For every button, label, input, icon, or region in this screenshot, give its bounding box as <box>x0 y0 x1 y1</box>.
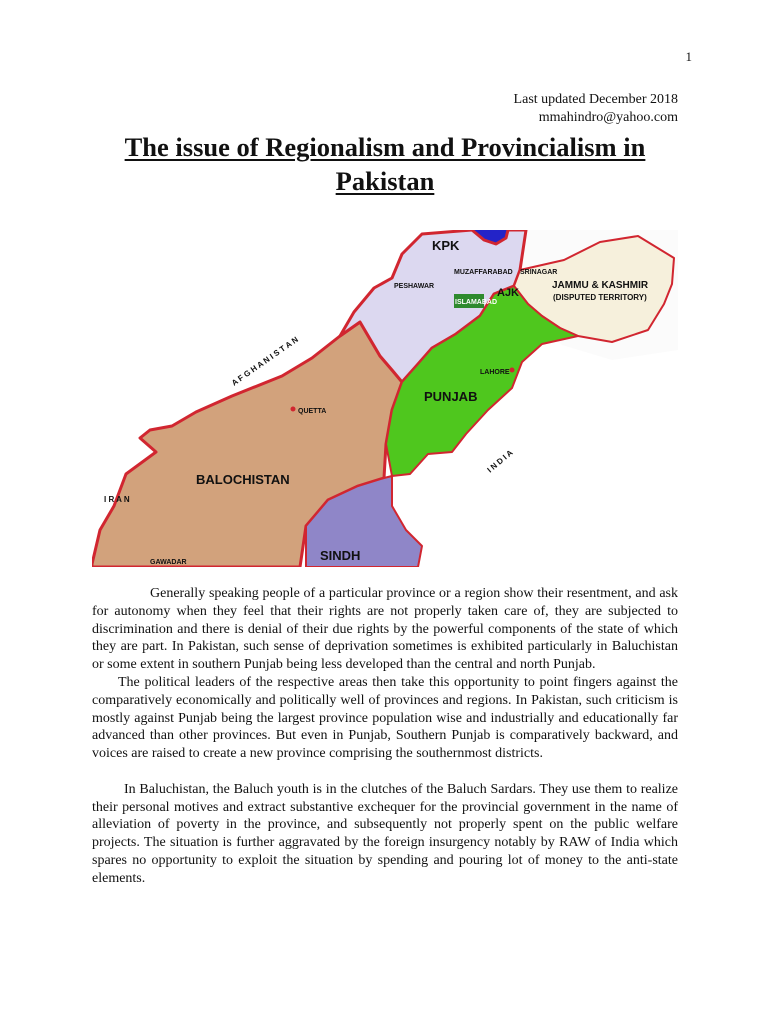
article-body <box>92 585 678 888</box>
label-peshawar: PESHAWAR <box>394 283 435 290</box>
label-disputed-territory: (DISPUTED TERRITORY) <box>553 293 647 302</box>
page-number: 1 <box>685 49 692 64</box>
document-meta <box>514 91 678 127</box>
paragraph: Generally speaking people of a particular province or a region show their resentment, and ask for autonomy when they feel that their rights are not properly taken care of, they are subjected to discrimination and there is denial of their due rights by the powerful components of the state of which they are part. In Pakistan, such sense of deprivation sometimes is exhibited particularly in Baluchistan or some extent in southern Punjab being less developed than the central and north Punjab. <box>92 586 678 673</box>
paragraph: In Baluchistan, the Baluch youth is in the clutches of the Baluch Sardars. They use them to realize their personal motives and extract substantive exchequer for the provincial government in the name of alleviation of poverty in the province, and subsequently not properly spent on the public welfare projects. The situation is further aggravated by the foreign insurgency notably by RAW of India which spares no opportunity to exploit the situation by spending and pouring lot of money to the anti-state elements. <box>92 781 678 886</box>
label-balochistan: BALOCHISTAN <box>196 472 290 487</box>
label-ajk: AJK <box>497 287 520 299</box>
quetta-marker <box>291 407 296 412</box>
label-quetta: QUETTA <box>298 408 327 415</box>
label-lahore: LAHORE <box>480 369 510 376</box>
author-email: mmahindro@yahoo.com <box>538 110 678 125</box>
document-title <box>92 130 678 198</box>
label-iran: I R A N <box>104 495 130 504</box>
label-muzaffarabad: MUZAFFARABAD <box>454 269 513 276</box>
label-gawadar: GAWADAR <box>150 559 187 566</box>
lahore-marker <box>510 368 515 373</box>
label-islamabad: ISLAMABAD <box>455 299 497 306</box>
paragraph: The political leaders of the respective areas then take this opportunity to point fingers against the comparatively economically and politically well of provinces and regions. In Pakistan, such criticism is mostly against Punjab being the largest province population wise and industrially and educationally far advanced than other provinces. But even in Punjab, Southern Punjab is comparatively backward, and voices are raised to create a new province comprising the southernmost districts. <box>92 674 678 762</box>
label-punjab: PUNJAB <box>424 389 478 404</box>
label-jammu-kashmir: JAMMU & KASHMIR <box>552 280 649 291</box>
last-updated-text: Last updated December 2018 <box>513 92 678 107</box>
label-srinagar: SRINAGAR <box>520 269 558 276</box>
pakistan-map <box>92 230 678 567</box>
label-sindh: SINDH <box>320 548 361 563</box>
label-india: I N D I A <box>485 448 515 475</box>
title-text: The issue of Regionalism and Provincialism in Pakistan <box>124 132 646 196</box>
map-graphic <box>92 230 678 567</box>
label-kpk: KPK <box>432 238 460 253</box>
label-afghanistan: A F G H A N I S T A N <box>229 334 300 388</box>
